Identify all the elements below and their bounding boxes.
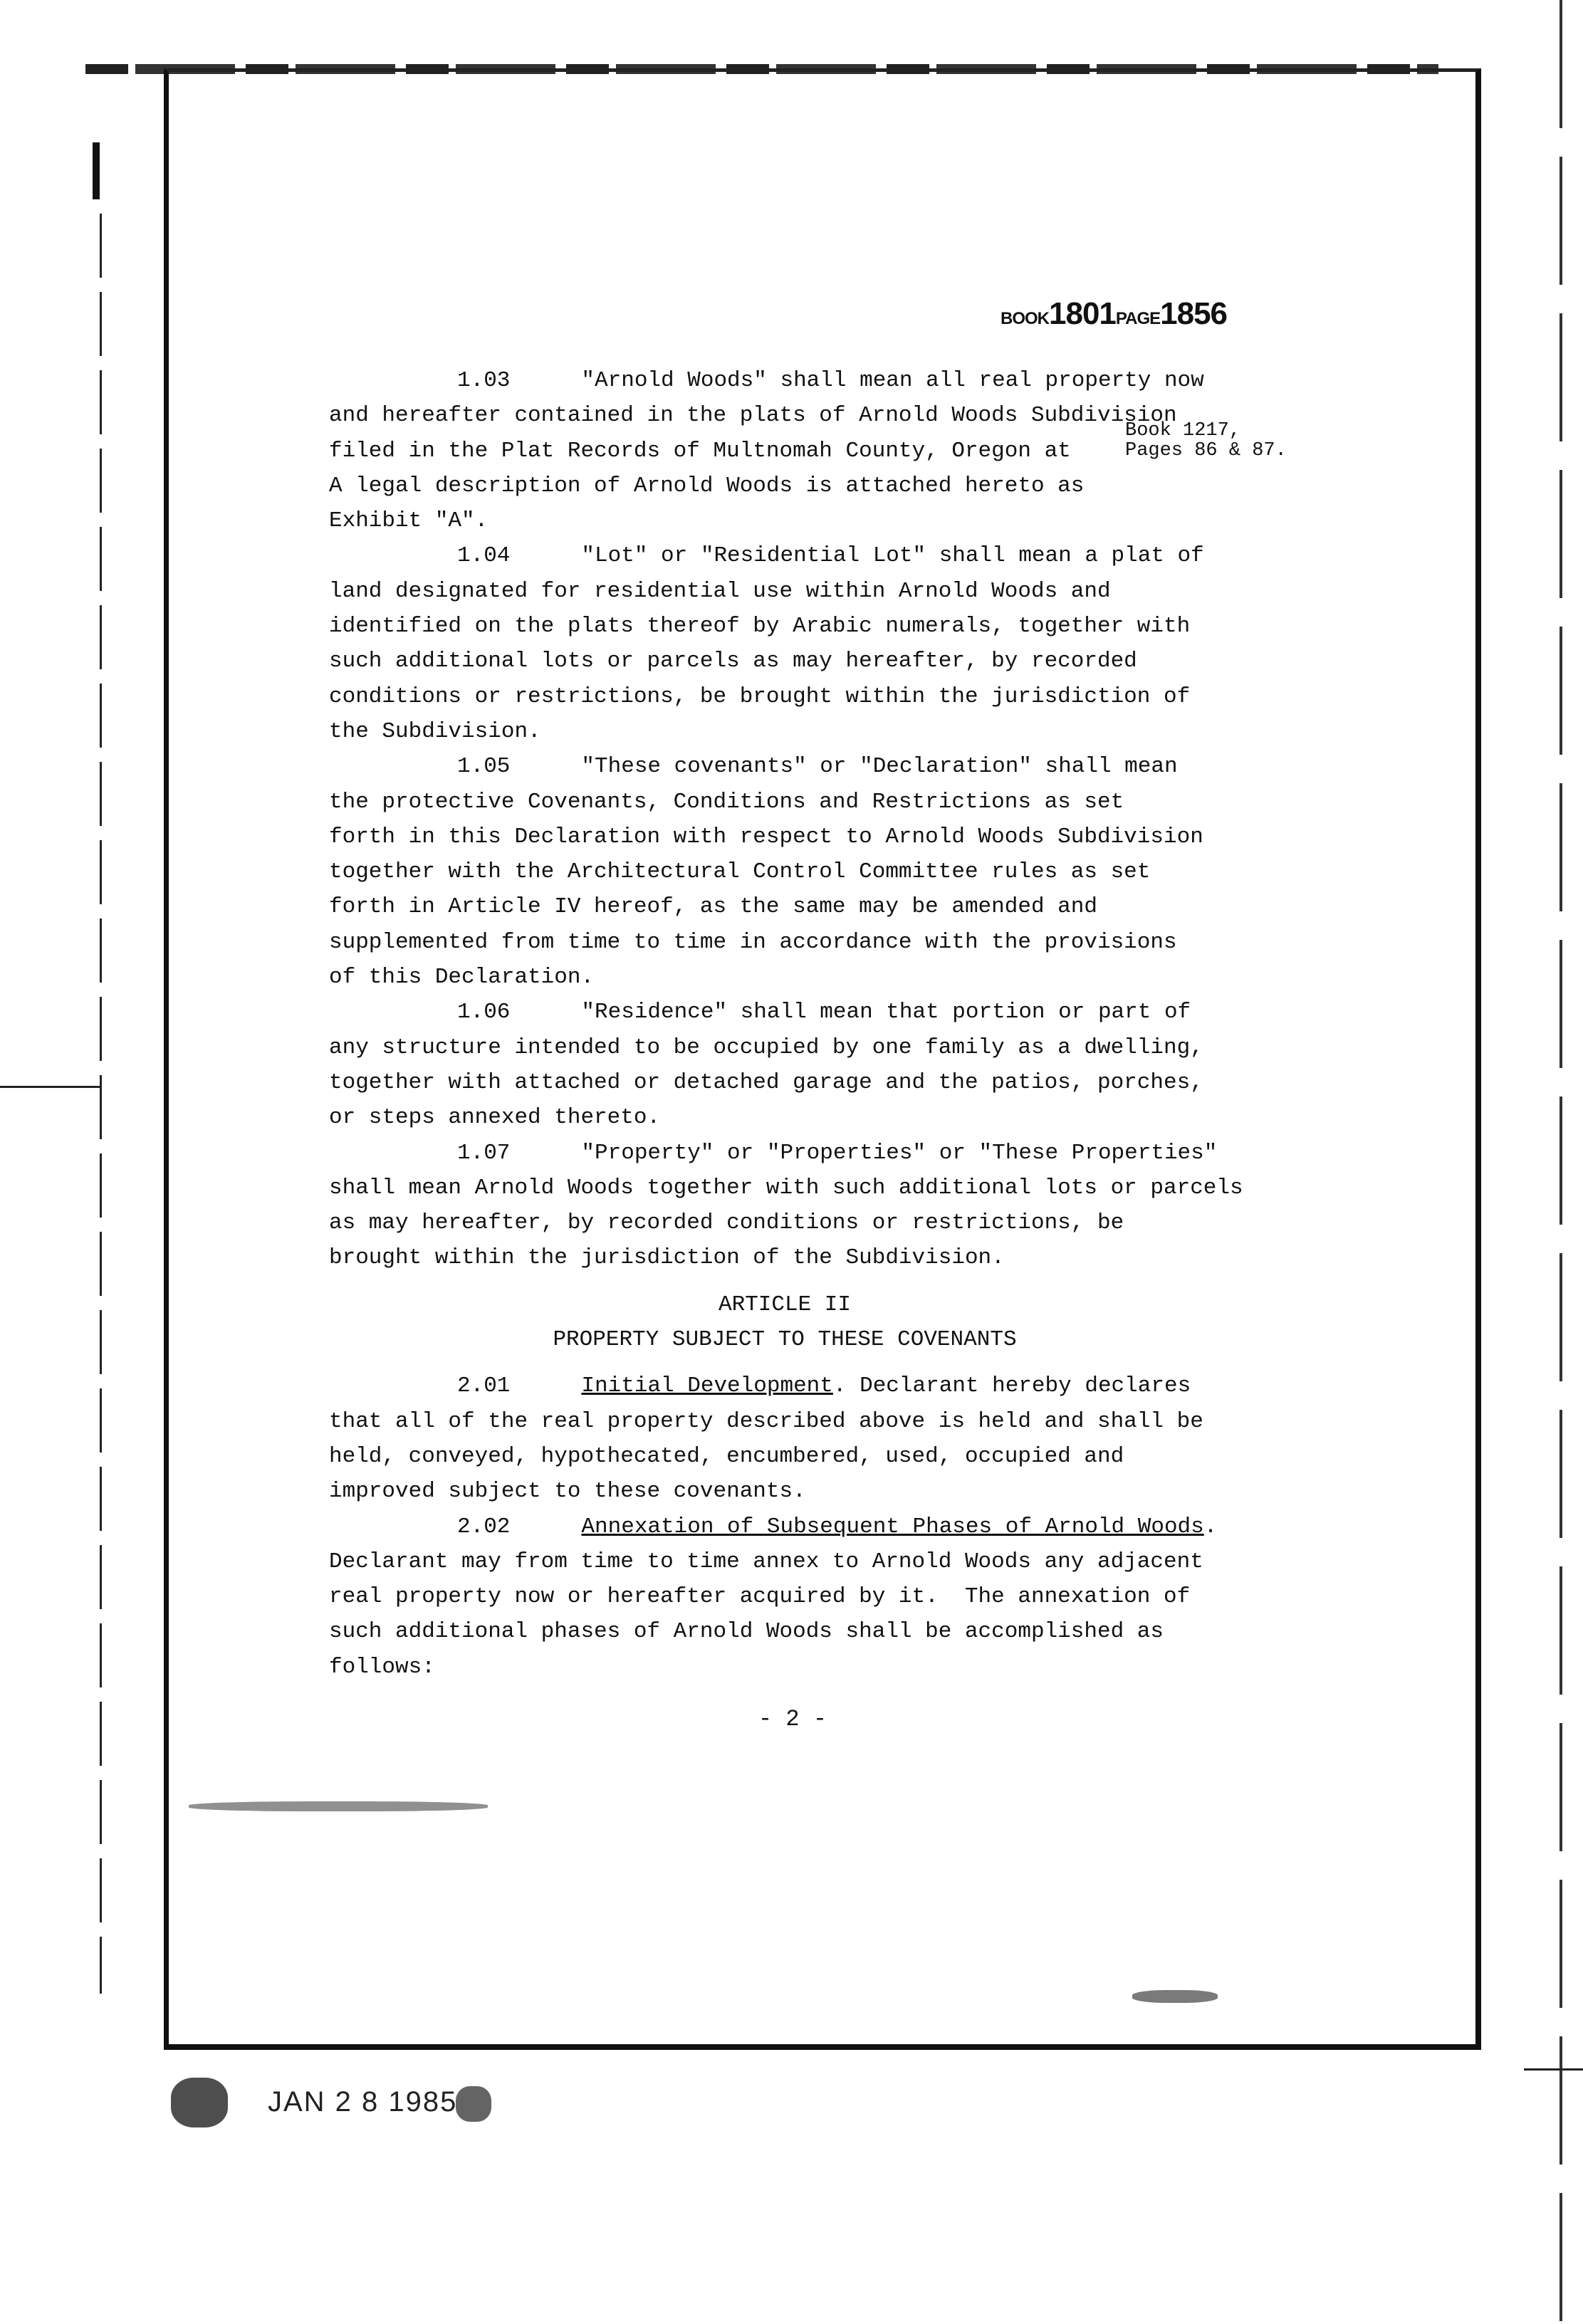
section-heading: Initial Development (581, 1373, 833, 1399)
paragraph-text: "Arnold Woods" shall mean all real property now (581, 368, 1204, 393)
paragraph-line (329, 1100, 1397, 1135)
paragraph-line (329, 889, 1397, 924)
spacer (329, 1276, 1397, 1287)
section-line: improved subject to these covenants. (329, 1479, 806, 1504)
section-number: 2.01 (457, 1373, 511, 1399)
paragraph-text: shall mean Arnold Woods together with such additional lots or parcels (329, 1175, 1243, 1200)
margin-note-pages: Pages 86 & 87. (1125, 440, 1287, 461)
section-heading: Annexation of Subsequent Phases of Arnold Woods (581, 1514, 1204, 1539)
paragraph-text: any structure intended to be occupied by one family as a dwelling, (329, 1035, 1203, 1060)
paragraph-number: 1.06 (457, 1000, 511, 1025)
book-label: BOOK (1001, 309, 1049, 328)
section-line: Declarant may from time to time annex to Arnold Woods any adjacent (329, 1549, 1203, 1574)
paragraph-line (329, 1240, 1397, 1275)
paragraph-line (329, 538, 1397, 573)
scan-smudge (189, 1801, 488, 1811)
left-scan-edge (100, 214, 102, 1994)
article-heading: ARTICLE II (718, 1292, 852, 1317)
paragraph-text: A legal description of Arnold Woods is attached hereto as (329, 473, 1085, 498)
paragraph-line (329, 503, 1397, 538)
document-body (329, 363, 1397, 1685)
page-label: PAGE (1115, 309, 1161, 328)
paragraph-line (329, 820, 1397, 854)
paragraph-line (329, 925, 1397, 960)
paragraph-text: identified on the plats thereof by Arabic numerals, together with (329, 614, 1191, 639)
spacer (329, 1357, 1397, 1368)
paragraph-line (329, 469, 1397, 503)
paragraph-text: land designated for residential use within Arnold Woods and (329, 578, 1111, 604)
paragraph-text: of this Declaration. (329, 965, 595, 990)
scan-tick (0, 1086, 100, 1088)
paragraph-text: and hereafter contained in the plats of Arnold Woods Subdivision (329, 403, 1177, 429)
paragraph-text: the Subdivision. (329, 718, 541, 744)
right-scan-edge (1560, 0, 1562, 2324)
paragraph-text: conditions or restrictions, be brought within the jurisdiction of (329, 684, 1191, 709)
paragraph-line (329, 644, 1397, 679)
section-line: follows: (329, 1654, 435, 1680)
paragraph-text: Exhibit "A". (329, 508, 489, 534)
paragraph-text: or steps annexed thereto. (329, 1105, 661, 1131)
paragraph-line (329, 434, 1397, 469)
section-heading-line (329, 1368, 1397, 1403)
paragraph-line (329, 574, 1397, 609)
paragraph-number: 1.07 (457, 1140, 511, 1166)
section-heading-line (329, 1509, 1397, 1544)
section-heading-rest: . (1203, 1514, 1218, 1539)
paragraph-text: forth in this Declaration with respect to Arnold Woods Subdivision (329, 824, 1203, 849)
section-line: such additional phases of Arnold Woods shall be accomplished as (329, 1619, 1164, 1645)
paragraph-text: "These covenants" or "Declaration" shall mean (581, 754, 1178, 780)
paragraph-text: "Lot" or "Residential Lot" shall mean a plat of (581, 543, 1204, 569)
scan-tick (1524, 2068, 1583, 2071)
paragraph-text: filed in the Plat Records of Multnomah County, Oregon at (329, 438, 1071, 464)
paragraph-line (329, 749, 1397, 784)
scan-smudge (1132, 1990, 1218, 2003)
recorded-date-stamp: JAN 2 8 1985 (268, 2086, 458, 2118)
section-heading-rest: . Declarant hereby declares (832, 1373, 1191, 1399)
page-number: - 2 - (758, 1706, 827, 1732)
paragraph-text: forth in Article IV hereof, as the same may be amended and (329, 894, 1097, 920)
paragraph-text: together with attached or detached garage and the patios, porches, (329, 1069, 1203, 1095)
paragraph-number: 1.03 (457, 368, 511, 393)
paragraph-text: together with the Architectural Control Committee rules as set (329, 859, 1151, 885)
paragraph-text: brought within the jurisdiction of the Subdivision. (329, 1245, 1005, 1271)
book-page-reference (1001, 296, 1227, 332)
paragraph-line (329, 363, 1397, 398)
section-line: that all of the real property described above is held and shall be (329, 1408, 1203, 1434)
paragraph-line (329, 398, 1397, 433)
paragraph-line (329, 785, 1397, 820)
paragraph-text: "Residence" shall mean that portion or part of (581, 1000, 1191, 1025)
scan-smudge (456, 2086, 491, 2122)
paragraph-line (329, 960, 1397, 995)
article-title: PROPERTY SUBJECT TO THESE COVENANTS (553, 1327, 1017, 1353)
section-line: held, conveyed, hypothecated, encumbered, used, occupied and (329, 1443, 1124, 1469)
paragraph-number: 1.04 (457, 543, 511, 569)
page-number-ref: 1856 (1160, 296, 1228, 331)
paragraph-number: 1.05 (457, 754, 511, 780)
paragraph-line (329, 714, 1397, 749)
margin-note-book: Book 1217, (1125, 420, 1241, 441)
paragraph-text: the protective Covenants, Conditions and Restrictions as set (329, 789, 1124, 815)
paragraph-line (329, 679, 1397, 714)
section-number: 2.02 (457, 1514, 511, 1539)
book-number: 1801 (1049, 296, 1116, 331)
paragraph-line (329, 1136, 1397, 1171)
section-line: real property now or hereafter acquired by it. The annexation of (329, 1584, 1191, 1610)
paragraph-line (329, 1205, 1397, 1240)
left-scan-mark (93, 142, 100, 199)
paragraph-line (329, 995, 1397, 1030)
paragraph-text: such additional lots or parcels as may hereafter, by recorded (329, 649, 1137, 674)
paragraph-line (329, 609, 1397, 644)
paragraph-text: "Property" or "Properties" or "These Properties" (581, 1140, 1218, 1166)
paragraph-text: supplemented from time to time in accordance with the provisions (329, 929, 1177, 955)
scan-smudge (171, 2078, 228, 2127)
paragraph-line (329, 1030, 1397, 1065)
paragraph-line (329, 854, 1397, 889)
paragraph-line (329, 1171, 1397, 1205)
paragraph-line (329, 1065, 1397, 1100)
paragraph-text: as may hereafter, by recorded conditions or restrictions, be (329, 1210, 1124, 1236)
